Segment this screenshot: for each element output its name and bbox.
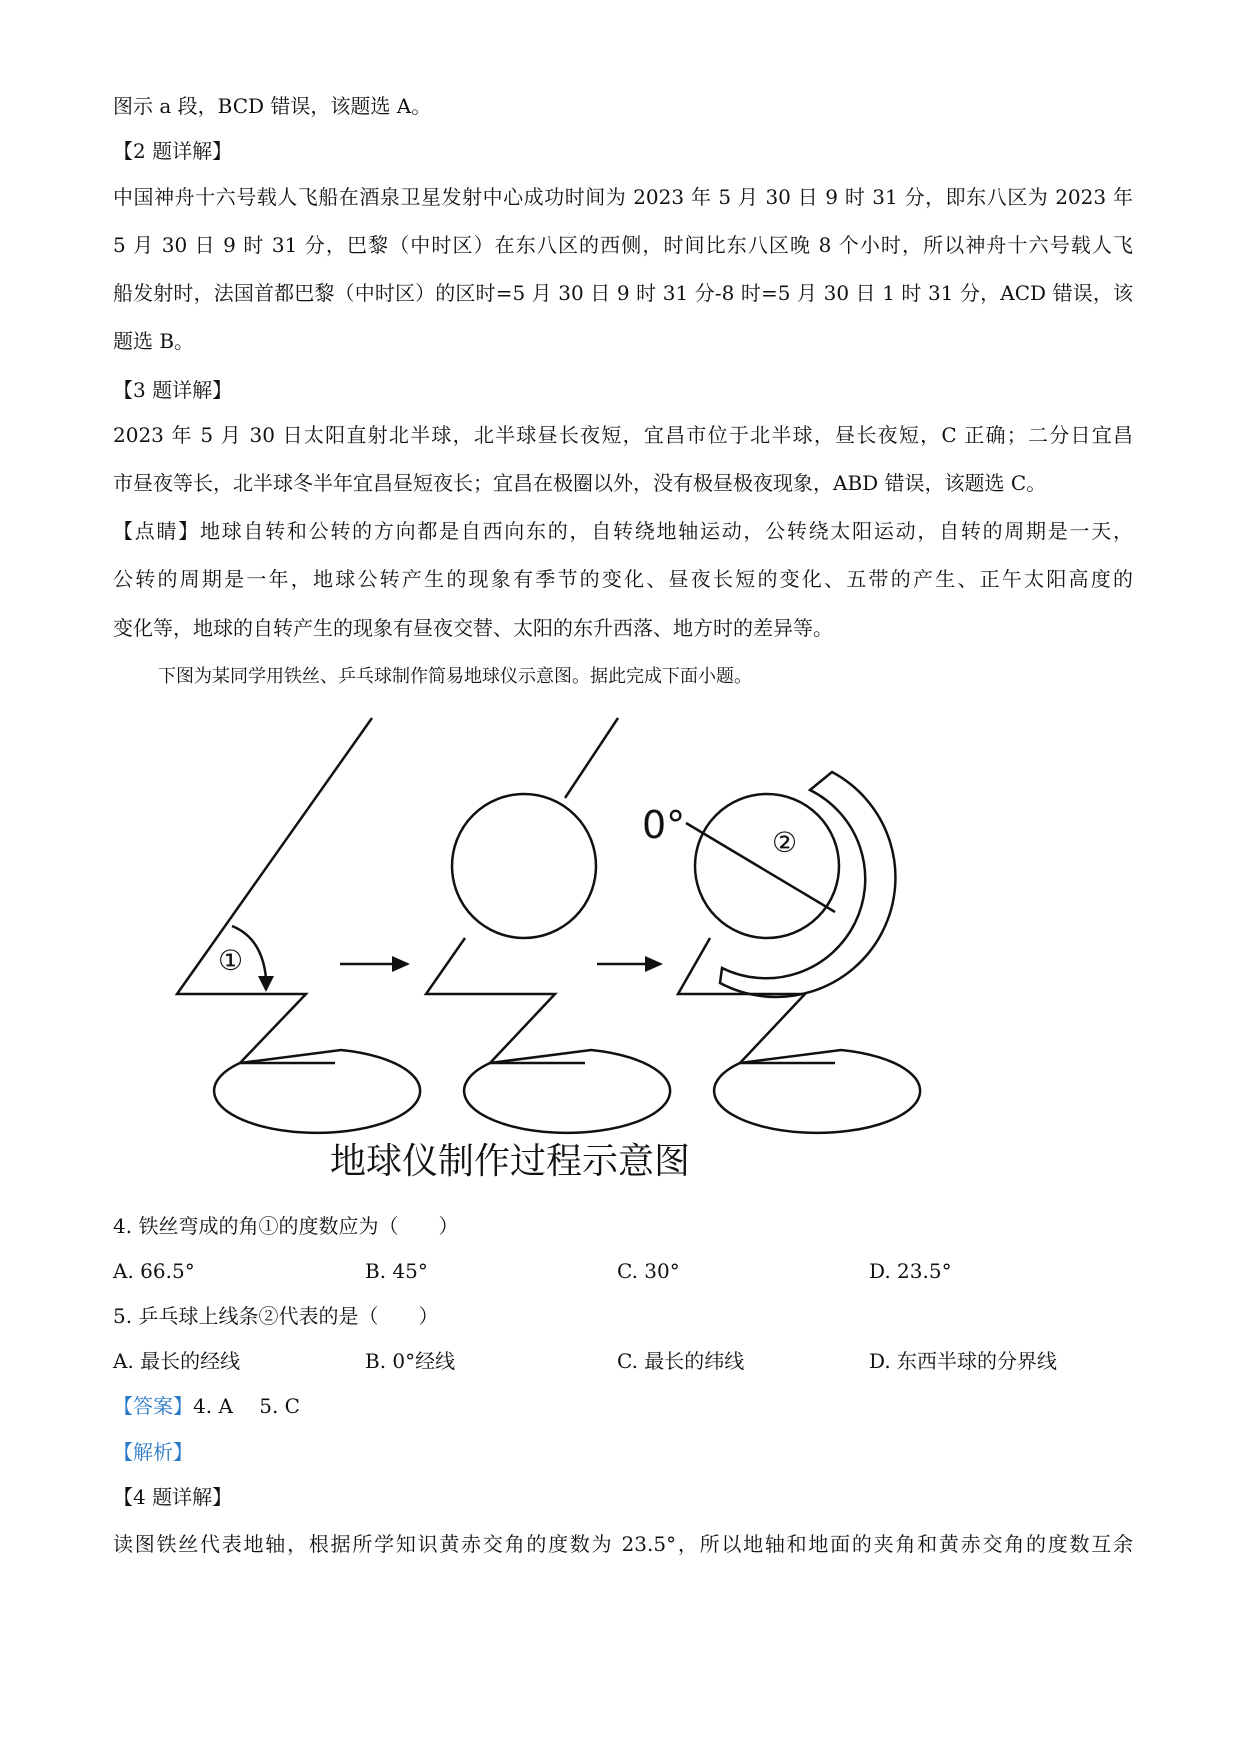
paragraph-q3-line-2: 市昼夜等长，北半球冬半年宜昌昼短夜长；宜昌在极圈以外，没有极昼极夜现象，ABD 错误，该题选 C。 [113,471,1047,495]
q5-option-c: C. 最长的纬线 [617,1349,745,1373]
figure-title: 地球仪制作过程示意图 [330,1141,691,1182]
heading-q2-detail: 【2 题详解】 [113,139,233,163]
q4-option-a: A. 66.5° [113,1259,195,1283]
analysis-label: 【解析】 [113,1440,193,1464]
paragraph-q4-detail: 读图铁丝代表地轴，根据所学知识黄赤交角的度数为 23.5°，所以地轴和地面的夹角和黄赤交角的度数互余 [113,1532,1133,1556]
paragraph-q3-line-1: 2023 年 5 月 30 日太阳直射北半球，北半球昼长夜短，宜昌市位于北半球，昼长夜短，C 正确；二分日宜昌 [113,423,1133,447]
q4-option-d: D. 23.5° [869,1259,952,1283]
q5-option-b: B. 0°经线 [365,1349,456,1373]
label-angle-1: ① [218,944,244,977]
q5-option-a: A. 最长的经线 [113,1349,241,1373]
q4-option-c: C. 30° [617,1259,680,1283]
wire-stage-2-lower [426,938,585,1063]
paragraph-q1-conclusion: 图示 a 段，BCD 错误，该题选 A。 [113,94,432,118]
label-line-2: ② [772,826,798,859]
angle-arrowhead-1 [258,976,274,992]
paragraph-q2-line-2: 5 月 30 日 9 时 31 分，巴黎（中时区）在东八区的西侧，时间比东八区晚 8 个小时，所以神舟十六号载人飞 [113,233,1133,257]
question-5-stem: 5. 乒乓球上线条②代表的是（ ） [113,1304,439,1328]
q5-option-d: D. 东西半球的分界线 [869,1349,1058,1373]
label-zero-degree: 0° [642,803,686,847]
process-arrowhead-2 [645,956,663,972]
pingpong-ball-stage-2 [452,794,596,938]
line-2-equator [686,823,835,912]
paragraph-tip-line-3: 变化等，地球的自转产生的现象有昼夜交替、太阳的东升西落、地方时的差异等。 [113,616,833,640]
paragraph-tip-line-1: 【点睛】地球自转和公转的方向都是自西向东的，自转绕地轴运动，公转绕太阳运动，自转的周期是一天， [113,519,1133,543]
answer-line [113,1392,1133,1420]
q4-option-b: B. 45° [365,1259,428,1283]
answer-text: 4. A 5. C [193,1394,300,1418]
pingpong-ball-stage-3 [695,794,839,938]
heading-q4-detail: 【4 题详解】 [113,1485,233,1509]
process-arrowhead-1 [392,956,410,972]
answer-label: 【答案】 [113,1394,193,1418]
paragraph-q2-line-1: 中国神舟十六号载人飞船在酒泉卫星发射中心成功时间为 2023 年 5 月 30 日 9 时 31 分，即东八区为 2023 年 [113,185,1133,209]
paragraph-q2-line-4: 题选 B。 [113,329,195,353]
wire-stage-2 [565,718,618,798]
wire-stage-3 [678,938,835,1063]
figure-intro: 下图为某同学用铁丝、乒乓球制作简易地球仪示意图。据此完成下面小题。 [158,666,752,687]
question-4-stem: 4. 铁丝弯成的角①的度数应为（ ） [113,1214,459,1238]
wire-stage-1 [177,718,372,1063]
paragraph-tip-line-2: 公转的周期是一年，地球公转产生的现象有季节的变化、昼夜长短的变化、五带的产生、正午太阳高度的 [113,567,1133,591]
heading-q3-detail: 【3 题详解】 [113,378,233,402]
paragraph-q2-line-3: 船发射时，法国首都巴黎（中时区）的区时=5 月 30 日 9 时 31 分-8 时=5 月 30 日 1 时 31 分，ACD 错误，该 [113,281,1133,305]
